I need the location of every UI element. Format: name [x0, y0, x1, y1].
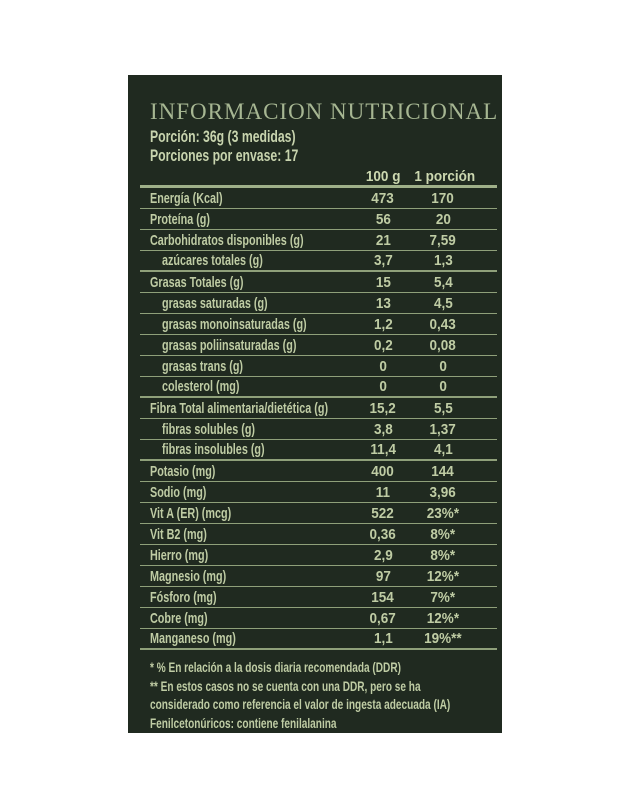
- table-row-sodio: [140, 482, 497, 503]
- table-row-potasio: [140, 461, 497, 482]
- table-row-fibras-insolubles: [140, 440, 497, 461]
- value-100g: 1,2: [373, 315, 393, 333]
- value-portion: 8%*: [430, 546, 456, 564]
- value-100g: 15: [375, 273, 391, 291]
- nutrient-name: Manganeso (mg): [150, 630, 236, 647]
- value-portion: 0: [439, 378, 447, 395]
- nutrient-name: grasas saturadas (g): [162, 294, 268, 312]
- nutrient-name: Cobre (mg): [150, 609, 208, 627]
- table-row-proteina: [140, 209, 497, 230]
- value-100g: 97: [375, 567, 391, 585]
- value-100g: 3,8: [373, 420, 393, 438]
- nutrition-table: [140, 165, 497, 650]
- nutrient-name: Grasas Totales (g): [150, 273, 244, 291]
- value-100g: 2,9: [373, 546, 393, 564]
- value-portion: 19%**: [424, 630, 462, 647]
- nutrient-name: Hierro (mg): [150, 546, 209, 564]
- value-100g: 1,1: [373, 630, 393, 647]
- nutrition-label-title: INFORMACION NUTRICIONAL: [150, 99, 499, 124]
- table-row-grasas-poliinsaturadas: [140, 335, 497, 356]
- table-row-grasas-trans: [140, 356, 497, 377]
- nutrient-name: grasas trans (g): [162, 357, 244, 375]
- value-portion: 20: [435, 210, 451, 228]
- value-portion: 144: [431, 462, 455, 480]
- nutrient-name: colesterol (mg): [162, 378, 240, 395]
- value-100g: 3,7: [373, 252, 393, 269]
- value-portion: 7%*: [430, 588, 456, 606]
- nutrient-name: Sodio (mg): [150, 483, 207, 501]
- nutrient-name: grasas monoinsaturadas (g): [162, 315, 307, 333]
- value-100g: 13: [375, 294, 391, 312]
- value-100g: 56: [375, 210, 391, 228]
- value-portion: 170: [431, 189, 455, 207]
- footnotes: [128, 650, 502, 732]
- table-row-vit-b2: [140, 524, 497, 545]
- nutrient-name: fibras solubles (g): [162, 420, 256, 438]
- nutrient-name: Energía (Kcal): [150, 189, 223, 207]
- value-100g: 473: [371, 189, 395, 207]
- nutrient-name: Fósforo (mg): [150, 588, 217, 606]
- value-100g: 0: [379, 378, 387, 395]
- value-portion: 1,37: [429, 420, 457, 438]
- nutrient-name: grasas poliinsaturadas (g): [162, 336, 297, 354]
- column-header-portion: 1 porción: [414, 168, 476, 185]
- table-row-cobre: [140, 608, 497, 629]
- servings-per-pack-text: Porciones por envase: 17: [150, 146, 299, 165]
- table-row-carbohidratos: [140, 230, 497, 251]
- servings-per-pack-line: [128, 146, 502, 165]
- table-row-azucares: [140, 251, 497, 272]
- value-portion: 0,08: [429, 336, 457, 354]
- value-portion: 4,5: [433, 294, 453, 312]
- value-100g: 0,36: [369, 525, 397, 543]
- nutrient-name: Vit A (ER) (mcg): [150, 504, 232, 522]
- footnote-ddr: * % En relación a la dosis diaria recomendada (DDR): [150, 659, 401, 675]
- value-portion: 12%*: [426, 609, 460, 627]
- value-100g: 154: [371, 588, 395, 606]
- table-row-manganeso: [140, 629, 497, 650]
- value-portion: 8%*: [430, 525, 456, 543]
- footnote-fenilcetonuricos: Fenilcetonúricos: contiene fenilalanina: [150, 714, 337, 731]
- column-header-100g: 100 g: [365, 168, 401, 185]
- serving-size-text: Porción: 36g (3 medidas): [150, 127, 296, 146]
- value-100g: 15,2: [369, 399, 397, 417]
- value-portion: 23%*: [426, 504, 460, 522]
- value-100g: 400: [371, 462, 395, 480]
- value-portion: 1,3: [433, 252, 453, 269]
- value-portion: 3,96: [429, 483, 457, 501]
- table-row-grasas-monoinsaturadas: [140, 314, 497, 335]
- value-portion: 7,59: [429, 231, 457, 249]
- table-row-grasas-totales: [140, 272, 497, 293]
- table-row-fibras-solubles: [140, 419, 497, 440]
- table-row-fosforo: [140, 587, 497, 608]
- nutrient-name: Fibra Total alimentaria/dietética (g): [150, 399, 329, 417]
- table-row-grasas-saturadas: [140, 293, 497, 314]
- nutrient-name: azúcares totales (g): [162, 252, 263, 269]
- nutrient-name: Potasio (mg): [150, 462, 216, 480]
- value-100g: 11: [375, 483, 391, 501]
- nutrient-name: Carbohidratos disponibles (g): [150, 231, 304, 249]
- value-portion: 4,1: [433, 441, 453, 458]
- table-row-magnesio: [140, 566, 497, 587]
- value-portion: 0: [439, 357, 447, 375]
- table-row-vit-a: [140, 503, 497, 524]
- footnote-ia-part2: considerado como referencia el valor de ingesta adecuada (IA): [150, 696, 451, 712]
- table-row-hierro: [140, 545, 497, 566]
- nutrition-label-panel: [128, 75, 502, 733]
- value-100g: 522: [371, 504, 395, 522]
- footnote-ia-part1: ** En estos casos no se cuenta con una DDR, pero se ha: [150, 677, 421, 694]
- value-100g: 0: [379, 357, 387, 375]
- serving-size-line: [128, 127, 502, 146]
- value-100g: 21: [375, 231, 391, 249]
- table-row-colesterol: [140, 377, 497, 398]
- nutrient-name: Magnesio (mg): [150, 567, 227, 585]
- value-portion: 5,5: [433, 399, 453, 417]
- value-100g: 0,2: [373, 336, 393, 354]
- nutrient-name: fibras insolubles (g): [162, 441, 265, 458]
- nutrient-name: Vit B2 (mg): [150, 525, 207, 543]
- value-portion: 0,43: [429, 315, 457, 333]
- value-100g: 0,67: [369, 609, 397, 627]
- value-portion: 12%*: [426, 567, 460, 585]
- table-row-fibra-total: [140, 398, 497, 419]
- value-portion: 5,4: [433, 273, 453, 291]
- table-row-energia: [140, 188, 497, 209]
- nutrient-name: Proteína (g): [150, 210, 211, 228]
- value-100g: 11,4: [370, 441, 396, 458]
- column-header-row: [140, 165, 497, 188]
